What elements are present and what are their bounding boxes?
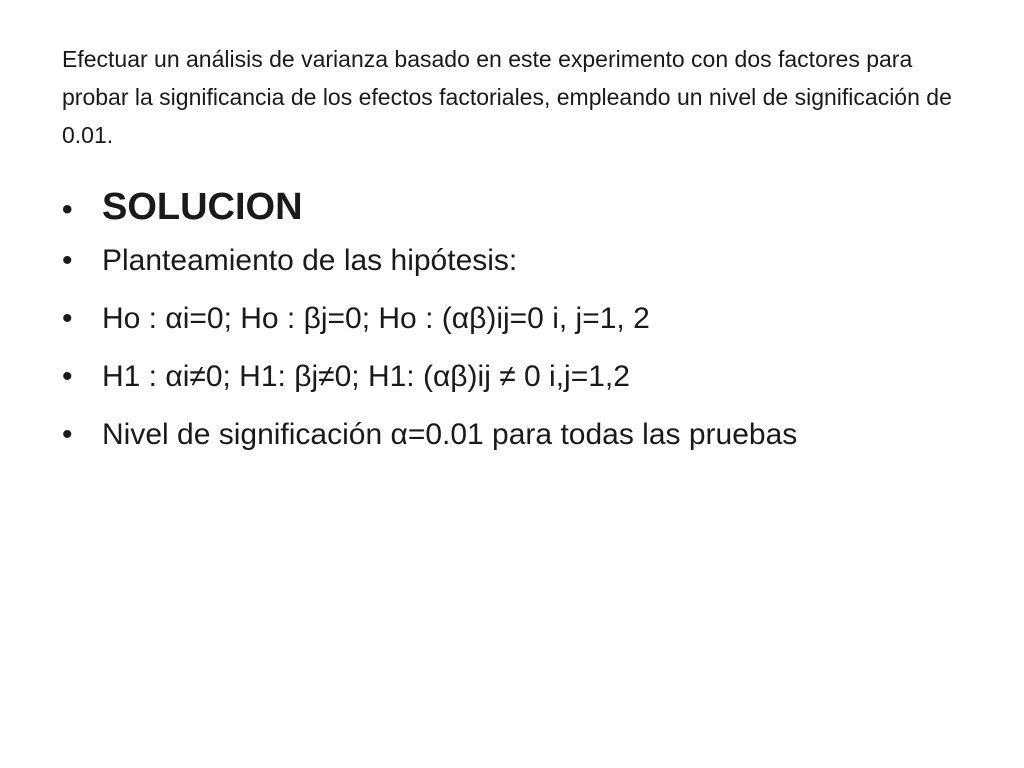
- bullet-dot-icon: •: [62, 302, 73, 335]
- bullet-null-hypotheses: [62, 302, 1002, 360]
- bullet-text: SOLUCION: [102, 186, 303, 228]
- bullet-text: Planteamiento de las hipótesis:: [102, 244, 518, 277]
- bullet-dot-icon: •: [62, 193, 73, 226]
- intro-text: Efectuar un análisis de varianza basado en este experimento con dos factores para probar la significancia de los efectos factoriales, empleando un nivel de significación de 0.01.: [62, 46, 952, 148]
- bullet-alternative-hypotheses: [62, 360, 1002, 418]
- bullet-hypothesis-heading: [62, 244, 1002, 302]
- bullet-dot-icon: •: [62, 418, 73, 451]
- bullet-list: [62, 186, 1002, 476]
- bullet-text: H1 : αi≠0; H1: βj≠0; H1: (αβ)ij ≠ 0 i,j=1,2: [102, 360, 630, 393]
- bullet-dot-icon: •: [62, 360, 73, 393]
- bullet-solucion: [62, 186, 1002, 244]
- bullet-dot-icon: •: [62, 244, 73, 277]
- bullet-text: Nivel de significación α=0.01 para todas las pruebas: [102, 418, 798, 451]
- bullet-text: Ho : αi=0; Ho : βj=0; Ho : (αβ)ij=0 i, j=1, 2: [102, 302, 650, 335]
- bullet-significance-level: [62, 418, 1002, 476]
